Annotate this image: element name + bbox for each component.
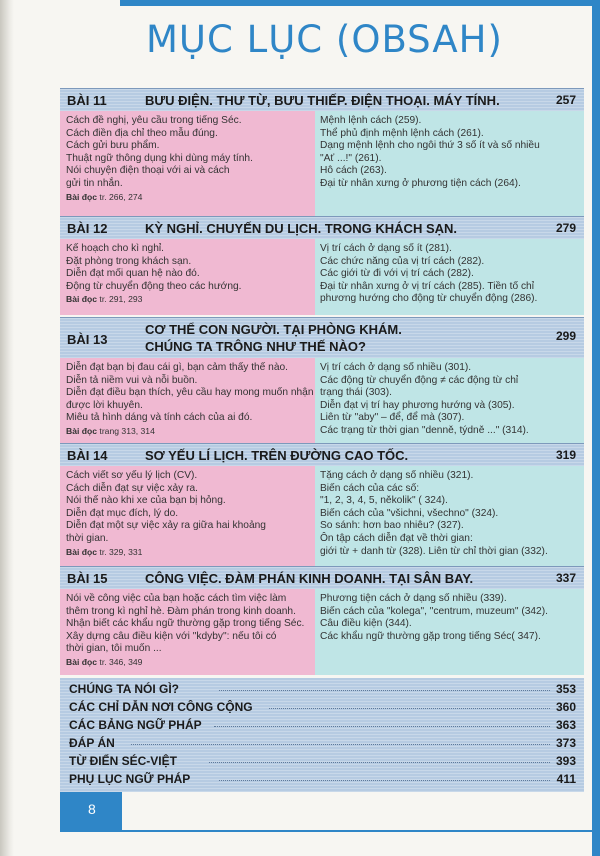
lesson-grammar: [315, 239, 584, 315]
lesson-topics: [60, 589, 315, 675]
leader-dots: [209, 762, 550, 763]
appendix-row: [69, 717, 576, 734]
page-number: 8: [88, 801, 96, 817]
grammar-line: Các chức năng của vị trí cách (282).: [320, 255, 485, 267]
topic-line: Cách điền địa chỉ theo mẫu đúng.: [66, 127, 218, 139]
lesson-12: [60, 216, 584, 315]
appendix-page: 353: [555, 682, 576, 696]
leader-dots: [131, 744, 550, 745]
reading-ref: [66, 191, 309, 203]
grammar-line: So sánh: hơn bao nhiêu? (327).: [320, 520, 464, 532]
topic-line: Miêu tả hình dáng và tính cách của ai đó.: [66, 412, 253, 424]
topic-line: Thuật ngữ thông dụng khi dùng máy tính.: [66, 152, 253, 164]
bottom-accent-line: [122, 830, 592, 832]
lesson-grammar: [315, 589, 584, 675]
appendix-page: 411: [556, 772, 576, 786]
reading-pages: tr. 346, 349: [97, 656, 143, 667]
lesson-number: BÀI 14: [67, 448, 108, 463]
grammar-line: Vị trí cách ở dạng số ít (281).: [320, 243, 452, 254]
grammar-line: Biến cách của "kolega", "centrum, muzeum" (342).: [320, 605, 548, 617]
top-accent-band: [120, 0, 600, 6]
grammar-line: trạng thái (303).: [320, 387, 392, 399]
reading-label: Bài đọc: [66, 425, 98, 436]
lesson-topics: [60, 239, 315, 315]
appendix-label: PHỤ LỤC NGỮ PHÁP: [69, 772, 191, 786]
lesson-title: SƠ YẾU LÍ LỊCH. TRÊN ĐƯỜNG CAO TỐC.: [145, 448, 409, 463]
appendix-label: TỪ ĐIỂN SÉC-VIỆT: [69, 754, 177, 768]
lesson-14: [60, 443, 584, 566]
grammar-line: "Ať ...!" (261).: [320, 152, 382, 164]
lesson-page: 319: [555, 448, 576, 462]
appendix-row: [69, 771, 576, 788]
lesson-header: [60, 566, 584, 589]
reading-ref: [66, 425, 309, 437]
topic-line: Nói chuyện điện thoại với ai và cách: [66, 165, 230, 177]
lesson-title: BƯU ĐIỆN. THƯ TỪ, BƯU THIẾP. ĐIỆN THOẠI. MÁY TÍNH.: [145, 93, 500, 108]
topic-line: Kế hoạch cho kì nghỉ.: [66, 243, 164, 254]
lesson-grammar: [315, 111, 584, 217]
topic-line: gửi tin nhắn.: [66, 177, 123, 189]
appendix-label: CÁC BẢNG NGỮ PHÁP: [69, 718, 202, 732]
lesson-13: [60, 317, 584, 444]
grammar-line: Liên từ "aby" – để, để mà (307).: [320, 412, 465, 424]
lesson-11: [60, 88, 584, 217]
grammar-line: giới từ + danh từ (328). Liên từ chỉ thời gian (332).: [320, 545, 548, 557]
appendix-row: [69, 735, 576, 752]
grammar-line: Biến cách của "všichni, všechno" (324).: [320, 507, 499, 519]
appendix-section: [60, 678, 584, 792]
topic-line: Diễn đạt bạn bị đau cái gì, bạn cảm thấy thế nào.: [66, 362, 289, 373]
topic-line: Cách viết sơ yếu lý lịch (CV).: [66, 470, 198, 481]
topic-line: Nói thế nào khi xe của bạn bị hỏng.: [66, 495, 226, 507]
topic-line: Đặt phòng trong khách sạn.: [66, 255, 192, 267]
lesson-header: [60, 88, 584, 111]
reading-ref: [66, 546, 309, 558]
topic-line: được lời khuyên.: [66, 399, 143, 411]
topic-line: thêm trong kì nghỉ hè. Đàm phán trong kinh doanh.: [66, 605, 296, 617]
grammar-line: Các trạng từ thời gian "denně, týdně ..." (314).: [320, 424, 529, 436]
grammar-line: Vị trí cách ở dạng số nhiều (301).: [320, 362, 472, 373]
lesson-number: BÀI 15: [67, 571, 108, 586]
reading-pages: tr. 329, 331: [97, 546, 143, 557]
appendix-page: 393: [555, 754, 576, 768]
appendix-label: CHÚNG TA NÓI GÌ?: [69, 682, 179, 696]
page-title: MỤC LỤC (OBSAH): [146, 18, 503, 61]
leader-dots: [269, 708, 550, 709]
reading-pages: trang 313, 314: [97, 425, 155, 436]
reading-label: Bài đọc: [66, 656, 98, 667]
grammar-line: Biến cách của các số:: [320, 482, 420, 494]
lesson-header: [60, 216, 584, 239]
topic-line: Diễn đạt một sự việc xảy ra giữa hai khoảng: [66, 520, 266, 532]
lesson-page: 279: [555, 221, 576, 235]
appendix-row: [69, 753, 576, 770]
appendix-page: 373: [555, 736, 576, 750]
lesson-title: KỲ NGHỈ. CHUYẾN DU LỊCH. TRONG KHÁCH SẠN.: [145, 221, 458, 236]
right-accent-strip: [592, 0, 600, 856]
lesson-number: BÀI 11: [67, 93, 107, 108]
topic-line: Động từ chuyển động theo các hướng.: [66, 280, 242, 292]
appendix-label: ĐÁP ÁN: [69, 736, 115, 750]
reading-pages: tr. 291, 293: [97, 294, 143, 305]
topic-line: Cách gửi bưu phẩm.: [66, 140, 160, 152]
lesson-page: 299: [555, 329, 576, 343]
topic-line: Diễn đạt mục đích, lý do.: [66, 507, 179, 519]
appendix-row: [69, 681, 576, 698]
lesson-15: [60, 566, 584, 675]
grammar-line: Câu điều kiện (344).: [320, 618, 412, 630]
grammar-line: Các khẩu ngữ thường gặp trong tiếng Séc( 347).: [320, 630, 541, 642]
reading-label: Bài đọc: [66, 546, 98, 557]
appendix-page: 360: [555, 700, 576, 714]
grammar-line: Diễn đạt vị trí hay phương hướng và (305).: [320, 399, 515, 411]
lesson-grammar: [315, 358, 584, 444]
grammar-line: Tặng cách ở dạng số nhiều (321).: [320, 470, 474, 481]
topic-line: Diễn đạt điều bạn thích, yêu cầu hay mong muốn nhận: [66, 387, 314, 399]
lesson-title: CÔNG VIỆC. ĐÀM PHÁN KINH DOANH. TẠI SÂN BAY.: [145, 571, 474, 586]
lesson-title: [145, 321, 402, 355]
topic-line: thời gian, tôi muốn ...: [66, 643, 162, 655]
leader-dots: [219, 690, 550, 691]
appendix-label: CÁC CHỈ DẪN NƠI CÔNG CỘNG: [69, 700, 253, 714]
lesson-header: [60, 317, 584, 358]
appendix-row: [69, 699, 576, 716]
grammar-line: Đại từ nhân xưng ở vị trí cách (285). Tiền tố chỉ: [320, 280, 534, 292]
topic-line: Diễn đạt mối quan hệ nào đó.: [66, 268, 200, 280]
reading-ref: [66, 293, 309, 305]
leader-dots: [219, 780, 550, 781]
reading-pages: tr. 266, 274: [97, 191, 143, 202]
grammar-line: Dạng mệnh lệnh cho ngôi thứ 3 số ít và số nhiều: [320, 140, 540, 152]
grammar-line: Ôn tập cách diễn đạt về thời gian:: [320, 532, 473, 544]
lesson-number: BÀI 12: [67, 221, 108, 236]
grammar-line: Các giới từ đi với vị trí cách (282).: [320, 268, 474, 280]
grammar-line: Thể phủ định mệnh lệnh cách (261).: [320, 127, 484, 139]
topic-line: Xây dựng câu điều kiện với "kdyby": nếu tôi có: [66, 630, 277, 642]
lesson-topics: [60, 358, 315, 444]
grammar-line: Phương tiện cách ở dạng số nhiều (339).: [320, 593, 507, 604]
lesson-page: 257: [555, 93, 576, 107]
reading-label: Bài đọc: [66, 191, 98, 202]
grammar-line: Các động từ chuyển động ≠ các động từ chỉ: [320, 374, 519, 386]
topic-line: thời gian.: [66, 532, 109, 544]
leader-dots: [214, 726, 550, 727]
topic-line: Cách đề nghị, yêu cầu trong tiếng Séc.: [66, 115, 242, 126]
lesson-grammar: [315, 466, 584, 566]
grammar-line: Mệnh lệnh cách (259).: [320, 115, 422, 126]
topic-line: Cách diễn đạt sự việc xảy ra.: [66, 482, 198, 494]
lesson-page: 337: [555, 571, 576, 585]
lesson-number: BÀI 13: [67, 332, 108, 347]
lesson-topics: [60, 111, 315, 217]
grammar-line: phương hướng cho động từ chuyển động (286).: [320, 293, 538, 305]
reading-ref: [66, 656, 309, 668]
topic-line: Nhận biết các khẩu ngữ thường gặp trong tiếng Séc.: [66, 618, 305, 630]
lesson-header: [60, 443, 584, 466]
grammar-line: Hô cách (263).: [320, 165, 387, 177]
grammar-line: Đại từ nhân xưng ở phương tiện cách (264).: [320, 177, 521, 189]
topic-line: Nói về công việc của bạn hoặc cách tìm việc làm: [66, 593, 287, 604]
topic-line: Diễn tả niềm vui và nỗi buồn.: [66, 374, 198, 386]
binding-fold: [0, 0, 14, 856]
lesson-topics: [60, 466, 315, 566]
grammar-line: "1, 2, 3, 4, 5, několik" ( 324).: [320, 495, 448, 507]
appendix-page: 363: [555, 718, 576, 732]
lesson-title-line: CHÚNG TA TRÔNG NHƯ THẾ NÀO?: [145, 339, 366, 354]
reading-label: Bài đọc: [66, 294, 98, 305]
lesson-title-line: CƠ THỂ CON NGƯỜI. TẠI PHÒNG KHÁM.: [145, 322, 402, 337]
